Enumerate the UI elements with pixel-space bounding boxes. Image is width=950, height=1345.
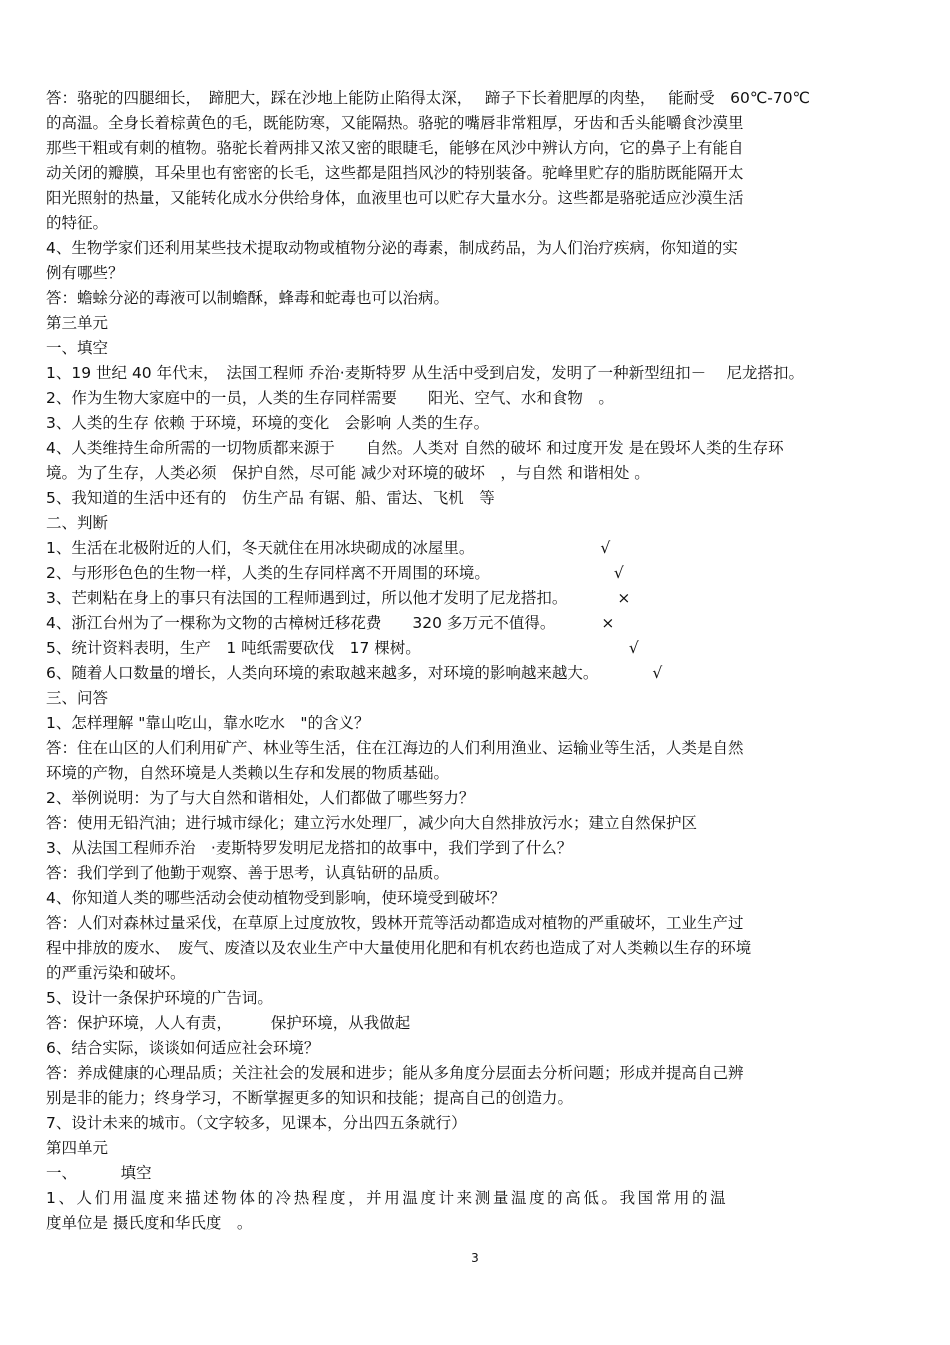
unit-heading: 第四单元 <box>46 1139 109 1157</box>
fill-item: 1、19 世纪 40 年代末， 法国工程师 乔治·麦斯特罗 从生活中受到启发，发明了一种新型纽扣－ 尼龙搭扣。 <box>46 364 805 382</box>
question-line: 1、怎样理解 "靠山吃山，靠水吃水 "的含义？ <box>46 714 370 732</box>
text-line: 那些干粗或有刺的植物。骆驼长着两排又浓又密的眼睫毛，能够在风沙中辨认方向，它的鼻子上有能自 <box>46 139 744 157</box>
judge-mark: √ <box>628 639 639 657</box>
question-line: 5、设计一条保护环境的广告词。 <box>46 989 273 1007</box>
judge-item <box>46 613 916 633</box>
judge-text: 1、生活在北极附近的人们，冬天就住在用冰块砌成的冰屋里。 <box>46 539 475 557</box>
answer-line: 别是非的能力；终身学习，不断掌握更多的知识和技能；提高自己的创造力。 <box>46 1089 574 1107</box>
fill-item: 4、人类维持生命所需的一切物质都来源于 自然。人类对 自然的破坏 和过度开发 是在毁坏人类的生存环 <box>46 439 784 457</box>
judge-mark: √ <box>600 539 611 557</box>
fill-item: 3、人类的生存 依赖 于环境，环境的变化 会影响 人类的生存。 <box>46 414 490 432</box>
answer-line: 答：养成健康的心理品质；关注社会的发展和进步；能从多角度分层面去分析问题；形成并提高自己辨 <box>46 1064 744 1082</box>
fill-item: 5、我知道的生活中还有的 仿生产品 有锯、船、雷达、飞机 等 <box>46 489 495 507</box>
judge-text: 2、与形形色色的生物一样，人类的生存同样离不开周围的环境。 <box>46 564 490 582</box>
question-line: 4、你知道人类的哪些活动会使动植物受到影响，使环境受到破坏？ <box>46 889 506 907</box>
judge-item <box>46 663 916 683</box>
text-line: 动关闭的瓣膜，耳朵里也有密密的长毛，这些都是阻挡风沙的特别装备。驼峰里贮存的脂肪既能隔开太 <box>46 164 744 182</box>
judge-item <box>46 588 916 608</box>
judge-text: 4、浙江台州为了一棵称为文物的古樟树迁移花费 320 多万元不值得。 <box>46 614 556 632</box>
judge-mark: √ <box>613 564 624 582</box>
answer-line: 环境的产物，自然环境是人类赖以生存和发展的物质基础。 <box>46 764 450 782</box>
unit-heading: 第三单元 <box>46 314 109 332</box>
answer-line: 答：保护环境，人人有责， 保护环境，从我做起 <box>46 1014 411 1032</box>
fill-item: 1、人们用温度来描述物体的冷热程度，并用温度计来测量温度的高低。我国常用的温 <box>46 1189 729 1207</box>
judge-text: 6、随着人口数量的增长，人类向环境的索取越来越多，对环境的影响越来越大。 <box>46 664 599 682</box>
question-line: 7、设计未来的城市。（文字较多，见课本，分出四五条就行） <box>46 1114 467 1132</box>
answer-line: 答：住在山区的人们利用矿产、林业等生活，住在江海边的人们利用渔业、运输业等生活，人类是自然 <box>46 739 744 757</box>
question-line: 6、结合实际，谈谈如何适应社会环境？ <box>46 1039 320 1057</box>
fill-item: 度单位是 摄氏度和华氏度 。 <box>46 1214 253 1232</box>
question-line: 4、生物学家们还利用某些技术提取动物或植物分泌的毒素，制成药品，为人们治疗疾病，你知道的实 <box>46 239 738 257</box>
fill-item: 2、作为生物大家庭中的一员，人类的生存同样需要 阳光、空气、水和食物 。 <box>46 389 614 407</box>
question-line: 3、从法国工程师乔治 ·麦斯特罗发明尼龙搭扣的故事中，我们学到了什么？ <box>46 839 573 857</box>
answer-line: 答：蟾蜍分泌的毒液可以制蟾酥，蜂毒和蛇毒也可以治病。 <box>46 289 450 307</box>
answer-line: 答：使用无铅汽油；进行城市绿化；建立污水处理厂，减少向大自然排放污水；建立自然保护区 <box>46 814 698 832</box>
text-line: 答：骆驼的四腿细长， 蹄肥大，踩在沙地上能防止陷得太深， 蹄子下长着肥厚的肉垫， 能耐受 60℃-70℃ <box>46 89 810 107</box>
section-heading: 一、 填空 <box>46 1164 152 1182</box>
judge-text: 5、统计资料表明，生产 1 吨纸需要砍伐 17 棵树。 <box>46 639 421 657</box>
page-number: 3 <box>471 1251 479 1265</box>
judge-mark: × <box>601 614 615 632</box>
text-line: 阳光照射的热量，又能转化成水分供给身体，血液里也可以贮存大量水分。这些都是骆驼适应沙漠生活 <box>46 189 744 207</box>
judge-item <box>46 638 916 658</box>
answer-line: 答：人们对森林过量采伐，在草原上过度放牧，毁林开荒等活动都造成对植物的严重破坏，工业生产过 <box>46 914 744 932</box>
fill-item: 境。为了生存，人类必须 保护自然，尽可能 减少对环境的破坏 ，与自然 和谐相处 。 <box>46 464 650 482</box>
judge-item <box>46 563 916 583</box>
question-line: 例有哪些？ <box>46 264 124 282</box>
text-line: 的特征。 <box>46 214 109 232</box>
text-line: 的高温。全身长着棕黄色的毛，既能防寒，又能隔热。骆驼的嘴唇非常粗厚，牙齿和舌头能嚼食沙漠里 <box>46 114 744 132</box>
judge-mark: √ <box>652 664 663 682</box>
answer-line: 的严重污染和破坏。 <box>46 964 186 982</box>
section-heading: 一、填空 <box>46 339 109 357</box>
section-heading: 二、判断 <box>46 514 109 532</box>
judge-text: 3、芒刺粘在身上的事只有法国的工程师遇到过，所以他才发明了尼龙搭扣。 <box>46 589 568 607</box>
question-line: 2、举例说明：为了与大自然和谐相处，人们都做了哪些努力？ <box>46 789 475 807</box>
answer-line: 答：我们学到了他勤于观察、善于思考，认真钻研的品质。 <box>46 864 450 882</box>
answer-line: 程中排放的废水、 废气、废渣以及农业生产中大量使用化肥和有机农药也造成了对人类赖以生存的环境 <box>46 939 752 957</box>
section-heading: 三、问答 <box>46 689 109 707</box>
judge-item <box>46 538 916 558</box>
judge-mark: × <box>617 589 631 607</box>
